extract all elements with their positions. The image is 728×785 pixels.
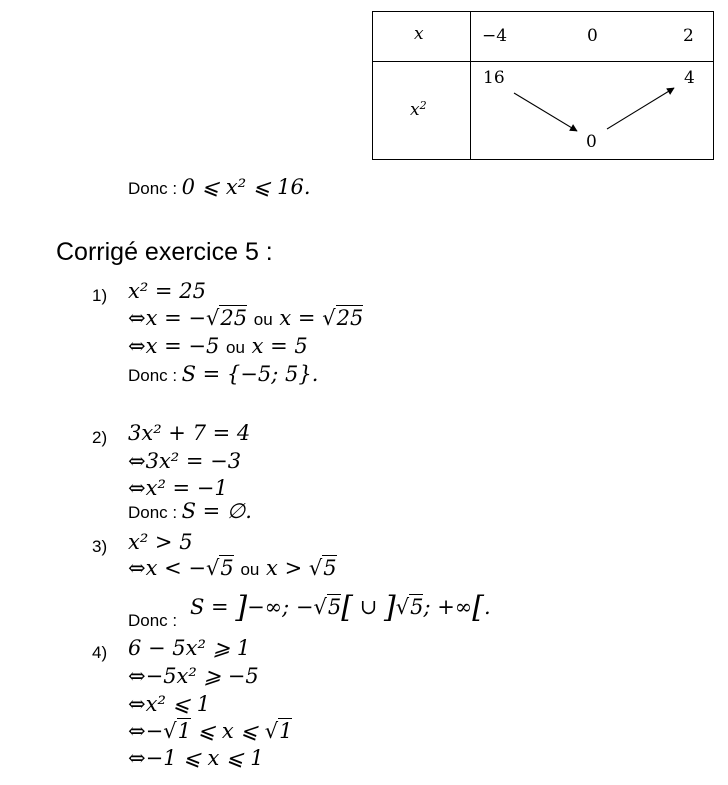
- q1-line3: ⇔x = −5 ou x = 5: [128, 334, 308, 358]
- q2-line1: 3x² + 7 = 4: [128, 421, 251, 445]
- variation-arrows: [372, 11, 714, 160]
- q4-number: 4): [92, 643, 108, 662]
- section-title: Corrigé exercice 5 :: [56, 238, 273, 266]
- q1-line1: x² = 25: [128, 279, 206, 303]
- q1-number: 1): [92, 286, 108, 305]
- q1-line2: ⇔x = −√25 ou x = √25: [128, 306, 364, 330]
- variation-table: [372, 11, 714, 160]
- q4-line4: ⇔−√1 ⩽ x ⩽ √1: [128, 719, 293, 743]
- table-x-label: x: [414, 24, 424, 44]
- conclusion-label: Donc :: [128, 179, 178, 198]
- q3-line2: ⇔x < −√5 ou x > √5: [128, 556, 337, 580]
- q2-line3: ⇔x² = −1: [128, 476, 228, 500]
- q4-line1: 6 − 5x² ⩾ 1: [128, 636, 251, 660]
- table-x-value-mid: 0: [587, 26, 598, 46]
- q3-line1: x² > 5: [128, 530, 193, 554]
- table-fx-label: $x^2$: [410, 98, 427, 120]
- q1-solution: Donc : S = {−5; 5}.: [128, 362, 319, 386]
- q3-solution: S = ]−∞; −√5[ ∪ ]√5; +∞[.: [190, 590, 491, 625]
- table-f-value-min: 0: [586, 132, 597, 152]
- table-x-value-start: −4: [482, 26, 508, 46]
- conclusion-formula: 0 ⩽ x² ⩽ 16.: [181, 175, 311, 199]
- table-x-value-end: 2: [683, 26, 694, 46]
- table-f-value-end: 4: [684, 68, 695, 88]
- q3-donc-label: Donc :: [128, 611, 178, 630]
- q4-line2: ⇔−5x² ⩾ −5: [128, 664, 259, 688]
- q2-solution: Donc : S = ∅.: [128, 499, 252, 523]
- table-f-value-start: 16: [483, 68, 505, 88]
- decreasing-arrow: [514, 93, 577, 131]
- conclusion-line: [128, 175, 311, 199]
- increasing-arrow: [607, 88, 674, 129]
- q2-number: 2): [92, 428, 108, 447]
- q4-line3: ⇔x² ⩽ 1: [128, 692, 211, 716]
- q2-line2: ⇔3x² = −3: [128, 449, 242, 473]
- q4-line5: ⇔−1 ⩽ x ⩽ 1: [128, 746, 264, 770]
- q3-number: 3): [92, 537, 108, 556]
